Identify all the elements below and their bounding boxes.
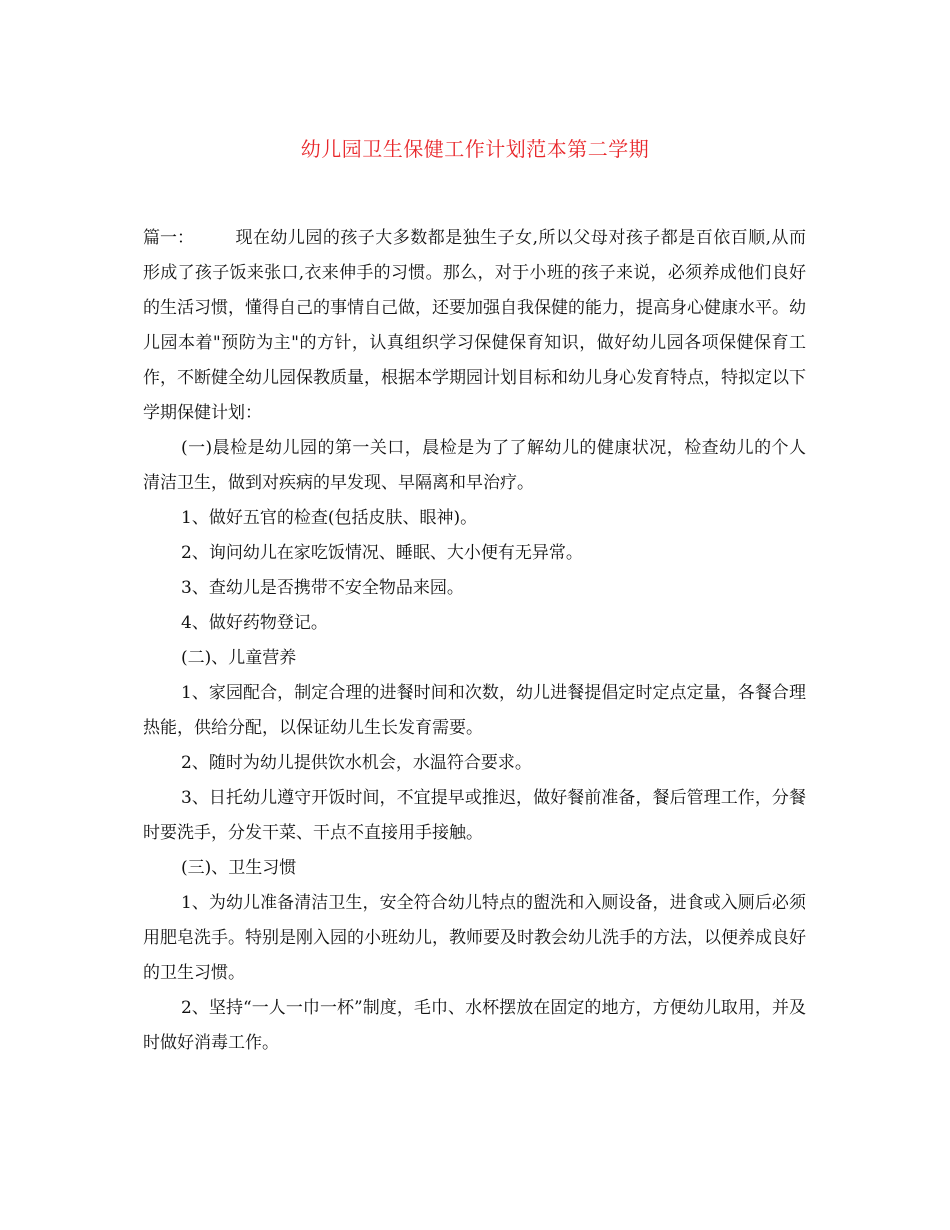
section-heading-nutrition: (二)、儿童营养 [181,648,297,668]
paragraph-morning-check: (一)晨检是幼儿园的第一关口，晨检是为了了解幼儿的健康状况，检查幼儿的个人清洁卫生，做到对疾病的早发现、早隔离和早治疗。 [143,438,806,493]
list-item: 4、做好药物登记。 [181,613,328,633]
list-item: 2、询问幼儿在家吃饭情况、睡眠、大小便有无异常。 [181,543,583,563]
list-item: 1、为幼儿准备清洁卫生，安全符合幼儿特点的盥洗和入厕设备，进食或入厕后必须用肥皂洗手。特别是刚入园的小班幼儿，教师要及时教会幼儿洗手的方法，以便养成良好的卫生习惯。 [143,893,806,983]
list-item: 3、查幼儿是否携带不安全物品来园。 [181,578,464,598]
list-item: 3、日托幼儿遵守开饭时间，不宜提早或推迟，做好餐前准备，餐后管理工作，分餐时要洗手，分发干菜、干点不直接用手接触。 [143,788,806,843]
section-label: 篇一： [143,228,194,248]
document-body [143,221,806,1061]
list-item: 1、做好五官的检查(包括皮肤、眼神)。 [181,508,478,528]
list-item: 2、坚持“一人一巾一杯”制度，毛巾、水杯摆放在固定的地方，方便幼儿取用，并及时做好消毒工作。 [143,998,806,1053]
document-title: 幼儿园卫生保健工作计划范本第二学期 [300,137,650,161]
list-item: 1、家园配合，制定合理的进餐时间和次数，幼儿进餐提倡定时定点定量，各餐合理热能，供给分配，以保证幼儿生长发育需要。 [143,683,806,738]
list-item: 2、随时为幼儿提供饮水机会，水温符合要求。 [181,753,532,773]
intro-paragraph [143,221,806,431]
section-heading-hygiene: (三)、卫生习惯 [181,858,297,878]
intro-text: 现在幼儿园的孩子大多数都是独生子女,所以父母对孩子都是百依百顺,从而形成了孩子饭来张口,衣来伸手的习惯。那么，对于小班的孩子来说，必须养成他们良好的生活习惯，懂得自己的事情自己做，还要加强自我保健的能力，提高身心健康水平。幼儿园本着"预防为主"的方针，认真组织学习保健保育知识，做好幼儿园各项保健保育工作，不断健全幼儿园保教质量，根据本学期园计划目标和幼儿身心发育特点，特拟定以下学期保健计划： [143,228,806,423]
